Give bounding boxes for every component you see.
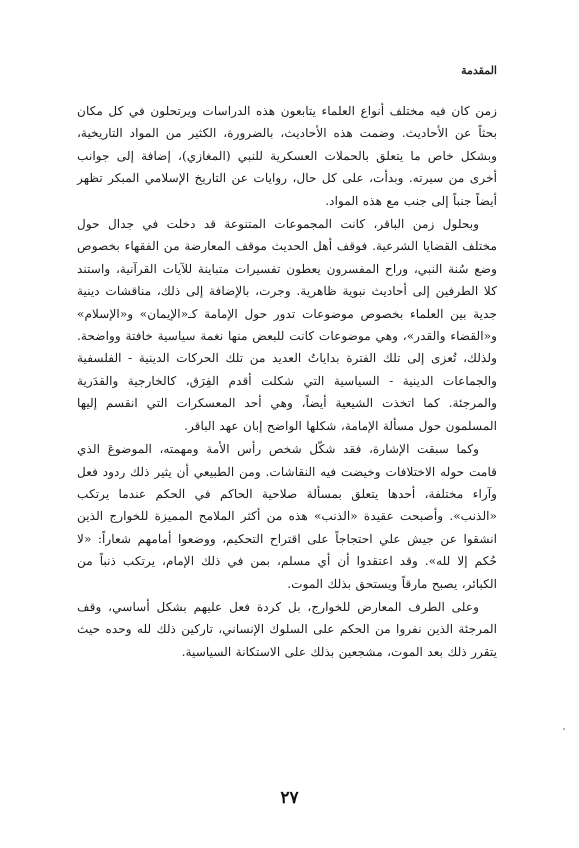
paragraph: وكما سبقت الإشارة، فقد شكّل شخص رأس الأمة ومهمته، الموضوعَ الذي قامت حوله الاختلافات وخيضت فيه النقاشات. ومن الطبيعي أن يثير ذلك ردود فعل وآراء مختلفة، أحدها يتعلق بمسألة صلاحية الحاكم في الحكم عندما يرتكب «الذنب». وأصبحت عقيدة «الذنب» هذه من أكثر الملامح المميزة للخوارج الذين انشقوا عن جيش علي احتجاجاً على اقتراح التحكيم، ووضعوا أمامهم شعاراً: «لا حُكم إلا لله». وقد اعتقدوا أن أي مسلم، بمن في ذلك الإمام، يرتكب ذنباً من الكبائر، يصبح مارقاً ويستحق بذلك الموت. bbox=[77, 442, 497, 591]
paragraph: وعلى الطرف المعارض للخوارج، بل كردة فعل عليهم بشكل أساسي، وقف المرجئة الذين نفروا من الحكم على السلوك الإنساني، تاركين ذلك لله وحده حيث يتقرر ذلك بعد الموت، مشجعين بذلك على الاستكانة السياسية. bbox=[77, 599, 497, 659]
page-number: ٢٧ bbox=[280, 788, 299, 808]
running-header: المقدمة bbox=[461, 64, 497, 77]
body-text bbox=[77, 100, 497, 663]
paragraph: زمن كان فيه مختلف أنواع العلماء يتابعون هذه الدراسات ويرتحلون في كل مكان بحثاً عن الأحاديث. وضمت هذه الأحاديث، بالضرورة، الكثير من المواد التاريخية، وبشكل خاص ما يتعلق بالحملات العسكرية للنبي (المغازي)، إضافة إلى جوانب أخرى من سيرته. وبدأت، على كل حال، روايات عن التاريخ الإسلامي المبكر تظهر أيضاً جنباً إلى جنب مع هذه المواد. bbox=[77, 104, 497, 208]
paragraph: وبحلول زمن الباقر، كانت المجموعات المتنوعة قد دخلت في جدال حول مختلف القضايا الشرعية. فوقف أهل الحديث موقف المعارضة من الفقهاء بخصوص وضع سُنة النبي، وراح المفسرون يعطون تفسيرات متباينة للآيات القرآنية، واستند كلا الطرفين إلى أحاديث نبوية ظاهرية. وجرت، بالإضافة إلى ذلك، مناقشات دينية جدية بين العلماء بخصوص موضوعات تدور حول الإمامة كـ«الإيمان» و«الإسلام» و«القضاء والقدر»، وهي موضوعات كانت للبعض منها نغمة سياسية خافتة وواضحة. ولذلك، تُعزى إلى تلك الفترة بداياتُ العديد من تلك الحركات الدينية - الفلسفية والجماعات الدينية - السياسية التي شكلت أقدم الفِرَق، كالخارجية والقدَرية والمرجئة. كما اتخذت الشيعية أيضاً، وهي أحد المعسكرات التي انقسم إليها المسلمون حول مسألة الإمامة، شكلها الواضح إبان عهد الباقر. bbox=[77, 217, 497, 433]
scan-speck bbox=[563, 728, 565, 730]
